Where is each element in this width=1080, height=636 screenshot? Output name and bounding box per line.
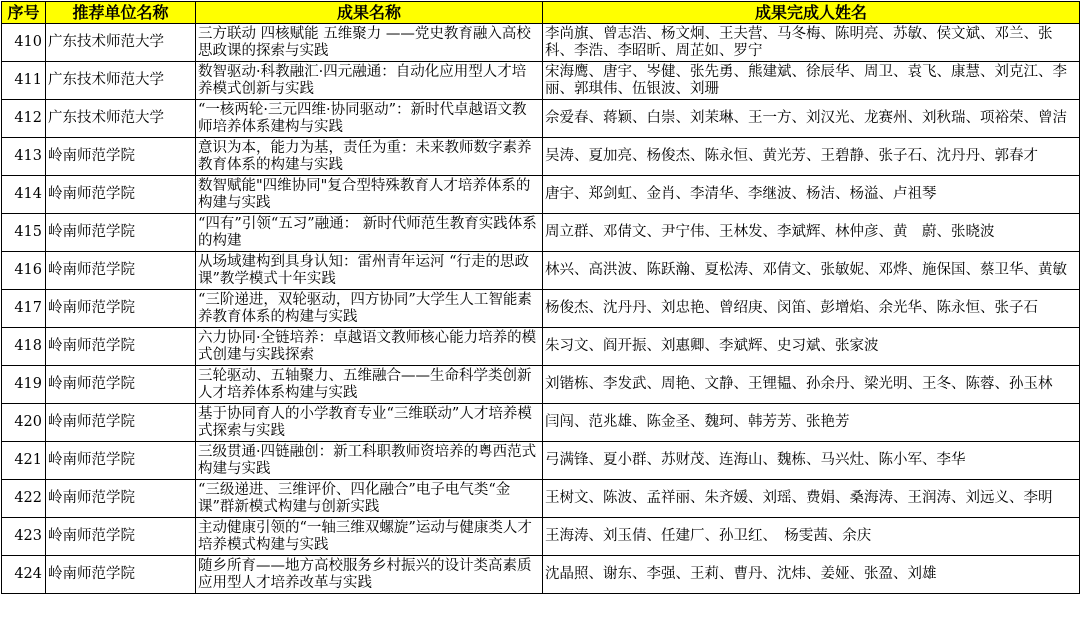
cell-contributors: 吴涛、夏加亮、杨俊杰、陈永恒、黄光芳、王碧静、张子石、沈丹丹、郭春才	[543, 138, 1080, 176]
cell-contributors: 闫闯、范兆雄、陈金圣、魏珂、韩芳芳、张艳芳	[543, 404, 1080, 442]
cell-serial-number: 412	[2, 100, 46, 138]
cell-serial-number: 418	[2, 328, 46, 366]
table-body	[2, 24, 1080, 594]
table-row	[2, 328, 1080, 366]
cell-recommending-unit: 岭南师范学院	[46, 290, 196, 328]
cell-achievement-name: 三级贯通·四链融创：新工科职教师资培养的粤西范式构建与实践	[196, 442, 543, 480]
cell-contributors: 唐宇、郑剑虹、金肖、李清华、李继波、杨洁、杨溢、卢祖琴	[543, 176, 1080, 214]
table-header	[2, 2, 1080, 24]
cell-contributors: 佘爱春、蒋颖、白崇、刘茉琳、王一方、刘汉光、龙赛州、刘秋瑞、项裕荣、曾洁	[543, 100, 1080, 138]
cell-contributors: 刘锴栋、李发武、周艳、文静、王锂韫、孙余丹、梁光明、王冬、陈蓉、孙玉林	[543, 366, 1080, 404]
table-row	[2, 366, 1080, 404]
cell-serial-number: 411	[2, 62, 46, 100]
cell-achievement-name: “一核两轮·三元四维·协同驱动”：新时代卓越语文教师培养体系建构与实践	[196, 100, 543, 138]
cell-serial-number: 415	[2, 214, 46, 252]
cell-serial-number: 421	[2, 442, 46, 480]
cell-recommending-unit: 岭南师范学院	[46, 252, 196, 290]
cell-achievement-name: “三级递进、三维评价、四化融合”电子电气类“金课”群新模式构建与创新实践	[196, 480, 543, 518]
cell-contributors: 宋海鹰、唐宇、岑健、张先勇、熊建斌、徐辰华、周卫、袁飞、康慧、刘克江、李丽、郭琪伟、伍银波、刘珊	[543, 62, 1080, 100]
cell-recommending-unit: 岭南师范学院	[46, 138, 196, 176]
cell-achievement-name: 数智赋能"四维协同"复合型特殊教育人才培养体系的构建与实践	[196, 176, 543, 214]
cell-contributors: 杨俊杰、沈丹丹、刘忠艳、曾绍庚、闵笛、彭增焰、余光华、陈永恒、张子石	[543, 290, 1080, 328]
cell-recommending-unit: 岭南师范学院	[46, 176, 196, 214]
cell-contributors: 林兴、高洪波、陈跃瀚、夏松涛、邓倩文、张敏妮、邓烨、施保国、蔡卫华、黄敏	[543, 252, 1080, 290]
cell-serial-number: 410	[2, 24, 46, 62]
cell-serial-number: 413	[2, 138, 46, 176]
cell-recommending-unit: 岭南师范学院	[46, 480, 196, 518]
table-row	[2, 62, 1080, 100]
table-row	[2, 252, 1080, 290]
results-table	[1, 1, 1080, 594]
cell-recommending-unit: 岭南师范学院	[46, 556, 196, 594]
table-row	[2, 176, 1080, 214]
cell-contributors: 李尚旗、曾志浩、杨文炯、王夫营、马冬梅、陈明亮、苏敏、侯文斌、邓兰、张科、李浩、李昭昕、周芷如、罗宁	[543, 24, 1080, 62]
header-row	[2, 2, 1080, 24]
cell-achievement-name: 数智驱动·科教融汇·四元融通：自动化应用型人才培养模式创新与实践	[196, 62, 543, 100]
cell-recommending-unit: 岭南师范学院	[46, 214, 196, 252]
cell-recommending-unit: 广东技术师范大学	[46, 100, 196, 138]
cell-serial-number: 414	[2, 176, 46, 214]
cell-contributors: 朱习文、阎开振、刘惠卿、李斌辉、史习斌、张家波	[543, 328, 1080, 366]
cell-achievement-name: 三轮驱动、五轴聚力、五维融合——生命科学类创新人才培养体系构建与实践	[196, 366, 543, 404]
table-row	[2, 138, 1080, 176]
cell-contributors: 王树文、陈波、孟祥丽、朱齐媛、刘瑶、费娟、桑海涛、王润涛、刘远义、李明	[543, 480, 1080, 518]
table-row	[2, 556, 1080, 594]
cell-contributors: 周立群、邓倩文、尹宁伟、王林发、李斌辉、林仲彦、黄 蔚、张晓波	[543, 214, 1080, 252]
table-row	[2, 518, 1080, 556]
cell-achievement-name: 主动健康引领的“一轴三维双螺旋”运动与健康类人才培养模式构建与实践	[196, 518, 543, 556]
table-row	[2, 442, 1080, 480]
table-row	[2, 480, 1080, 518]
cell-recommending-unit: 岭南师范学院	[46, 404, 196, 442]
cell-serial-number: 422	[2, 480, 46, 518]
cell-achievement-name: “四有”引领“五习”融通： 新时代师范生教育实践体系的构建	[196, 214, 543, 252]
cell-serial-number: 420	[2, 404, 46, 442]
cell-recommending-unit: 岭南师范学院	[46, 366, 196, 404]
cell-contributors: 王海涛、刘玉倩、任建厂、孙卫红、 杨雯茜、余庆	[543, 518, 1080, 556]
table-row	[2, 290, 1080, 328]
table-row	[2, 404, 1080, 442]
cell-serial-number: 419	[2, 366, 46, 404]
cell-achievement-name: 六力协同·全链培养：卓越语文教师核心能力培养的模式创建与实践探索	[196, 328, 543, 366]
cell-achievement-name: 基于协同育人的小学教育专业“三维联动”人才培养模式探索与实践	[196, 404, 543, 442]
header-recommending-unit: 推荐单位名称	[46, 2, 196, 24]
cell-contributors: 弓满锋、夏小群、苏财茂、连海山、魏栋、马兴灶、陈小军、李华	[543, 442, 1080, 480]
cell-serial-number: 423	[2, 518, 46, 556]
table-row	[2, 100, 1080, 138]
cell-recommending-unit: 岭南师范学院	[46, 442, 196, 480]
header-contributors: 成果完成人姓名	[543, 2, 1080, 24]
header-achievement-name: 成果名称	[196, 2, 543, 24]
cell-recommending-unit: 广东技术师范大学	[46, 62, 196, 100]
table-row	[2, 24, 1080, 62]
cell-serial-number: 416	[2, 252, 46, 290]
cell-achievement-name: 意识为本，能力为基，责任为重：未来教师数字素养教育体系的构建与实践	[196, 138, 543, 176]
cell-serial-number: 417	[2, 290, 46, 328]
cell-achievement-name: “三阶递进，双轮驱动，四方协同”大学生人工智能素养教育体系的构建与实践	[196, 290, 543, 328]
cell-recommending-unit: 广东技术师范大学	[46, 24, 196, 62]
header-serial-number: 序号	[2, 2, 46, 24]
table-row	[2, 214, 1080, 252]
cell-achievement-name: 三方联动 四核赋能 五维聚力 ——党史教育融入高校思政课的探索与实践	[196, 24, 543, 62]
cell-serial-number: 424	[2, 556, 46, 594]
cell-contributors: 沈晶照、谢东、李强、王莉、曹丹、沈炜、姜娅、张盈、刘雄	[543, 556, 1080, 594]
cell-achievement-name: 从场域建构到具身认知：雷州青年运河 “行走的思政课”教学模式十年实践	[196, 252, 543, 290]
cell-achievement-name: 随乡所育——地方高校服务乡村振兴的设计类高素质应用型人才培养改革与实践	[196, 556, 543, 594]
cell-recommending-unit: 岭南师范学院	[46, 518, 196, 556]
cell-recommending-unit: 岭南师范学院	[46, 328, 196, 366]
